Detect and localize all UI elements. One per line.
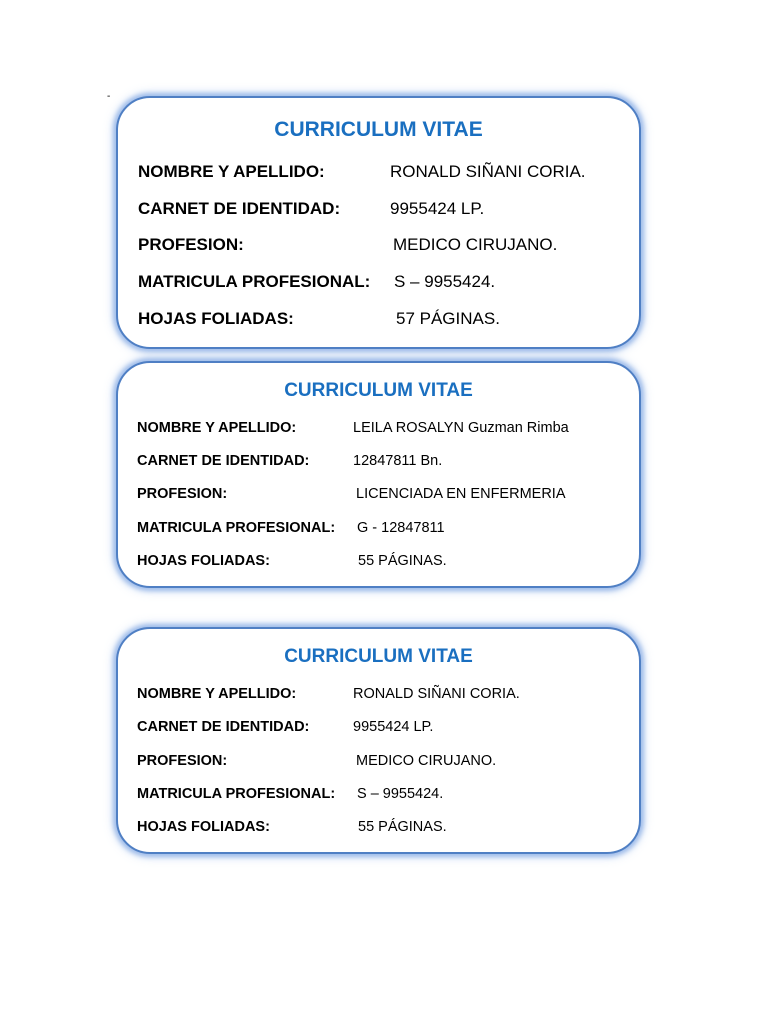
field-value: S – 9955424.: [394, 272, 496, 291]
field-label: NOMBRE Y APELLIDO:: [137, 420, 297, 436]
field-row-matricula: [118, 786, 639, 808]
field-row-profesion: [118, 486, 639, 508]
field-label: NOMBRE Y APELLIDO:: [138, 162, 325, 181]
field-row-nombre: [118, 162, 639, 184]
field-value: 55 PÁGINAS.: [358, 553, 447, 569]
field-label: PROFESION:: [137, 753, 228, 769]
card-title: CURRICULUM VITAE: [284, 646, 473, 667]
field-row-nombre: [118, 420, 639, 442]
field-label: MATRICULA PROFESIONAL:: [137, 786, 336, 802]
field-row-hojas: [118, 819, 639, 841]
field-value: G - 12847811: [357, 520, 445, 536]
field-label: HOJAS FOLIADAS:: [137, 553, 270, 569]
field-value: RONALD SIÑANI CORIA.: [390, 162, 586, 181]
field-value: 55 PÁGINAS.: [358, 819, 447, 835]
stray-dash-mark: -: [107, 91, 111, 102]
card-title: CURRICULUM VITAE: [274, 118, 483, 141]
field-value: MEDICO CIRUJANO.: [393, 235, 558, 254]
field-row-matricula: [118, 272, 639, 294]
field-value: MEDICO CIRUJANO.: [356, 753, 497, 769]
field-value: LICENCIADA EN ENFERMERIA: [356, 486, 566, 502]
field-value: S – 9955424.: [357, 786, 444, 802]
field-row-profesion: [118, 753, 639, 775]
field-label: CARNET DE IDENTIDAD:: [138, 199, 341, 218]
field-label: HOJAS FOLIADAS:: [137, 819, 270, 835]
field-label: CARNET DE IDENTIDAD:: [137, 719, 310, 735]
cv-label-card-3: [116, 627, 641, 854]
field-row-carnet: [118, 719, 639, 741]
card-title: CURRICULUM VITAE: [284, 380, 473, 401]
field-label: NOMBRE Y APELLIDO:: [137, 686, 297, 702]
cv-label-card-2: [116, 361, 641, 588]
field-row-hojas: [118, 553, 639, 575]
field-label: HOJAS FOLIADAS:: [138, 309, 294, 328]
cv-label-card-1: [116, 96, 641, 349]
field-value: RONALD SIÑANI CORIA.: [353, 686, 520, 702]
field-label: CARNET DE IDENTIDAD:: [137, 453, 310, 469]
field-row-hojas: [118, 309, 639, 331]
field-label: PROFESION:: [137, 486, 228, 502]
field-value: 9955424 LP.: [353, 719, 434, 735]
field-row-carnet: [118, 453, 639, 475]
field-value: 57 PÁGINAS.: [396, 309, 500, 328]
field-row-carnet: [118, 199, 639, 221]
field-value: LEILA ROSALYN Guzman Rimba: [353, 420, 569, 436]
field-row-nombre: [118, 686, 639, 708]
field-value: 9955424 LP.: [390, 199, 485, 218]
field-label: MATRICULA PROFESIONAL:: [138, 272, 371, 291]
field-value: 12847811 Bn.: [353, 453, 443, 469]
field-row-matricula: [118, 520, 639, 542]
field-label: PROFESION:: [138, 235, 244, 254]
field-label: MATRICULA PROFESIONAL:: [137, 520, 336, 536]
field-row-profesion: [118, 235, 639, 257]
